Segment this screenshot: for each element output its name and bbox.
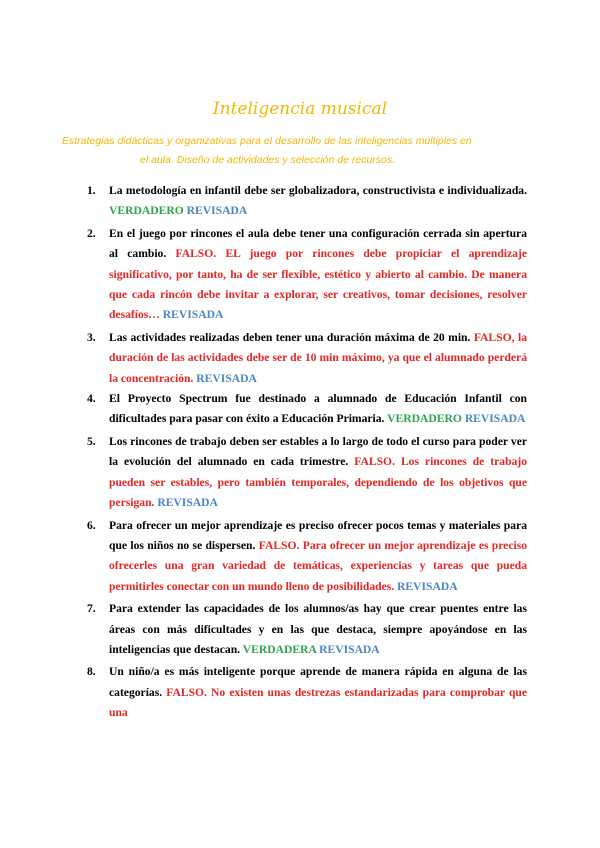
item-number: 3. — [87, 330, 96, 344]
item-verdict: VERDADERA — [242, 642, 317, 656]
item-number: 5. — [87, 434, 96, 448]
list-item — [87, 328, 527, 389]
item-verdict: FALSO. — [258, 538, 300, 552]
item-status: REVISADA — [162, 308, 224, 322]
item-verdict: VERDADERO — [109, 204, 184, 218]
item-verdict: FALSO. — [166, 685, 207, 699]
list-item — [87, 224, 527, 326]
item-statement: Las actividades realizadas deben tener una duración máxima de 20 min. — [109, 330, 471, 344]
list-item — [87, 389, 527, 430]
item-statement: Para extender las capacidades de los alumnos/as hay que crear puentes entre las áreas con más dificultades y en las que destaca, siempre apoyándose en las inteligencias que destacan. — [109, 602, 527, 656]
item-statement: Los rincones de trabajo deben ser estables a lo largo de todo el curso para poder ver la evolución del alumnado en cada trimestre. — [109, 434, 527, 469]
list-item — [87, 662, 527, 723]
item-statement: El Proyecto Spectrum fue destinado a alumnado de Educación Infantil con dificultades para pasar con éxito a Educación Primaria. — [109, 392, 527, 426]
item-statement: Un niño/a es más inteligente porque aprende de manera rápida en alguna de las categorías. — [109, 665, 527, 699]
item-verdict: FALSO. — [354, 455, 395, 469]
item-statement: La metodología en infantil debe ser globalizadora, constructivista e individualizada. — [109, 184, 527, 197]
list-item — [87, 432, 527, 514]
item-verdict: VERDADERO — [387, 412, 462, 426]
item-number: 7. — [87, 602, 96, 616]
subtitle-line-1: Estrategias didácticas y organizativas para el desarrollo de las inteligencias múltiples en — [62, 135, 472, 147]
item-explanation: EL juego por rincones debe propiciar el aprendizaje significativo, por tanto, ha de ser flexible, estético y abierto al cambio. De manera que cada rincón debe invitar a explorar, ser creativos, tomar decisiones, resolver desafíos… — [109, 247, 527, 322]
item-explanation: Los rincones de trabajo pueden ser estables, pero también temporales, dependiendo de los objetivos que persigan. — [109, 455, 527, 510]
item-status: REVISADA — [196, 371, 257, 385]
list-item — [87, 181, 527, 222]
item-number: 8. — [87, 665, 96, 679]
subtitle-line-2: el aula. Diseño de actividades y selección de recursos. — [140, 154, 396, 166]
item-number: 2. — [87, 226, 96, 240]
document-subtitle — [62, 132, 542, 170]
item-verdict: FALSO. — [175, 247, 217, 261]
item-number: 6. — [87, 518, 96, 532]
item-number: 1. — [87, 184, 96, 197]
item-statement: Para ofrecer un mejor aprendizaje es preciso ofrecer pocos temas y materiales para que los niños no se dispersen. — [109, 518, 527, 552]
item-explanation: No existen unas destrezas estandarizadas para comprobar que una — [109, 685, 528, 720]
item-status: REVISADA — [397, 579, 458, 593]
item-status: REVISADA — [319, 642, 380, 656]
document-title: Inteligencia musical — [212, 99, 388, 119]
item-statement: En el juego por rincones el aula debe tener una configuración cerrada sin apertura al cambio. — [109, 226, 527, 261]
item-status: REVISADA — [186, 204, 248, 218]
item-explanation: la duración de las actividades debe ser de 10 min máximo, ya que el alumnado perderá la concentración. — [109, 330, 527, 385]
item-explanation: Para ofrecer un mejor aprendizaje es preciso ofrecerles una gran variedad de temáticas, experiencias y tareas que pueda permitirles conectar con un mundo lleno de posibilidades. — [109, 538, 527, 593]
item-number: 4. — [87, 392, 96, 406]
list-item — [87, 516, 527, 598]
item-status: REVISADA — [157, 496, 218, 510]
item-status: REVISADA — [464, 412, 526, 426]
list-item — [87, 599, 527, 660]
item-verdict: FALSO, — [473, 330, 515, 344]
question-list — [87, 181, 527, 724]
